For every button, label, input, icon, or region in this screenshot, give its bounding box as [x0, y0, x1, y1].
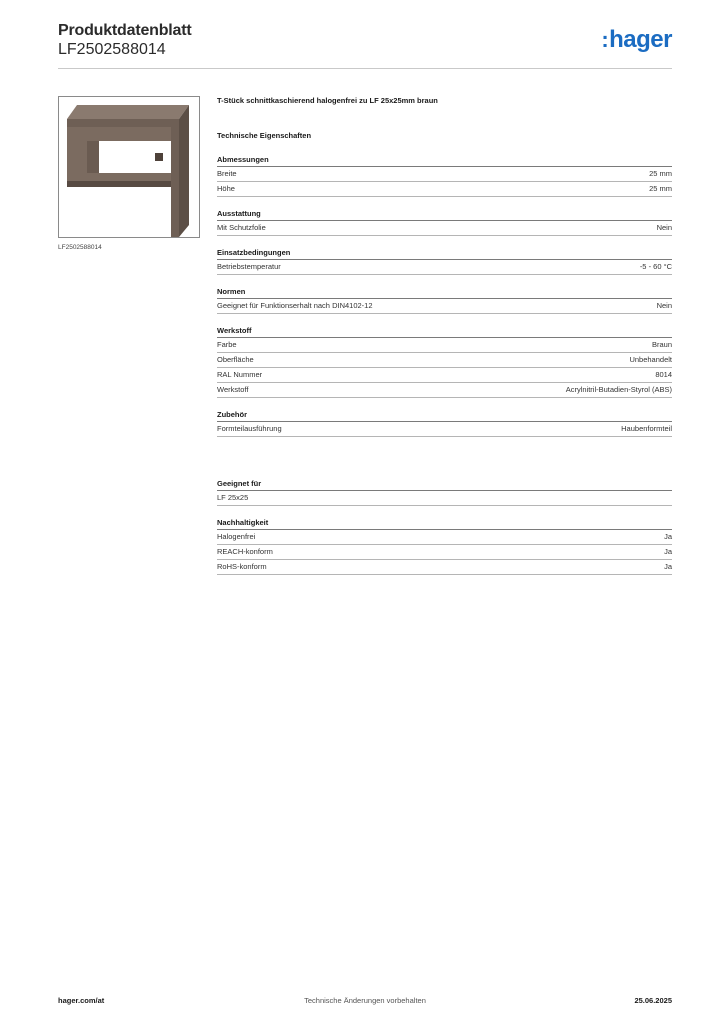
- property-label: Halogenfrei: [217, 532, 256, 541]
- property-row: [217, 491, 672, 506]
- group-title: Ausstattung: [217, 208, 672, 221]
- property-value: Acrylnitril-Butadien-Styrol (ABS): [565, 385, 672, 394]
- property-row: [217, 368, 672, 383]
- article-number: LF2502588014: [58, 41, 166, 58]
- specifications-panel: [217, 96, 672, 586]
- property-label: Mit Schutzfolie: [217, 223, 266, 232]
- property-row: [217, 422, 672, 437]
- group-title: Nachhaltigkeit: [217, 517, 672, 530]
- property-row: [217, 560, 672, 575]
- property-value: -5 - 60 °C: [639, 262, 672, 271]
- property-group: [217, 409, 672, 437]
- property-group: [217, 517, 672, 575]
- property-label: Geeignet für Funktionserhalt nach DIN4102-12: [217, 301, 373, 310]
- property-label: RAL Nummer: [217, 370, 263, 379]
- property-value: Ja: [664, 562, 672, 571]
- property-row: [217, 338, 672, 353]
- property-row: [217, 353, 672, 368]
- property-group: [217, 478, 672, 506]
- group-title: Zubehör: [217, 409, 672, 422]
- property-row: [217, 221, 672, 236]
- property-row: [217, 167, 672, 182]
- property-group: [217, 286, 672, 314]
- product-description: T-Stück schnittkaschierend halogenfrei zu LF 25x25mm braun: [217, 96, 438, 105]
- property-label: Betriebstemperatur: [217, 262, 281, 271]
- t-piece-illustration: [59, 97, 199, 237]
- document-title: Produktdatenblatt: [58, 22, 192, 39]
- property-value: 8014: [655, 370, 672, 379]
- property-value: Haubenformteil: [621, 424, 672, 433]
- property-value: Braun: [651, 340, 672, 349]
- footer-note: Technische Änderungen vorbehalten: [304, 996, 426, 1005]
- property-row: [217, 383, 672, 398]
- property-label: Breite: [217, 169, 237, 178]
- logo-text: hager: [609, 26, 672, 53]
- property-value: Ja: [664, 532, 672, 541]
- property-row: [217, 530, 672, 545]
- property-groups-secondary: [217, 478, 672, 575]
- property-label: Farbe: [217, 340, 237, 349]
- property-row: [217, 182, 672, 197]
- property-label: Oberfläche: [217, 355, 254, 364]
- property-group: [217, 325, 672, 398]
- group-title: Normen: [217, 286, 672, 299]
- group-title: Abmessungen: [217, 154, 672, 167]
- property-group: [217, 154, 672, 197]
- property-row: [217, 260, 672, 275]
- hager-logo: :hager: [601, 26, 672, 53]
- property-value: Ja: [664, 547, 672, 556]
- image-caption: LF2502588014: [58, 244, 102, 251]
- property-groups: [217, 154, 672, 437]
- property-label: Werkstoff: [217, 385, 249, 394]
- property-row: [217, 545, 672, 560]
- property-value: Unbehandelt: [629, 355, 672, 364]
- property-row: [217, 299, 672, 314]
- property-group: [217, 247, 672, 275]
- property-label: RoHS-konform: [217, 562, 267, 571]
- product-image: [58, 96, 200, 238]
- technical-properties-heading: Technische Eigenschaften: [217, 131, 312, 140]
- property-label: Höhe: [217, 184, 235, 193]
- property-value: Nein: [656, 223, 672, 232]
- group-title: Werkstoff: [217, 325, 672, 338]
- group-title: Einsatzbedingungen: [217, 247, 672, 260]
- property-group: [217, 208, 672, 236]
- property-value: 25 mm: [649, 169, 672, 178]
- property-label: Formteilausführung: [217, 424, 282, 433]
- header-divider: [58, 68, 672, 69]
- footer-date: 25.06.2025: [634, 996, 672, 1005]
- property-label: REACH-konform: [217, 547, 273, 556]
- document-header: [58, 22, 192, 59]
- footer-website: hager.com/at: [58, 996, 105, 1005]
- group-title: Geeignet für: [217, 478, 672, 491]
- property-value: Nein: [656, 301, 672, 310]
- property-label: LF 25x25: [217, 493, 249, 502]
- property-value: 25 mm: [649, 184, 672, 193]
